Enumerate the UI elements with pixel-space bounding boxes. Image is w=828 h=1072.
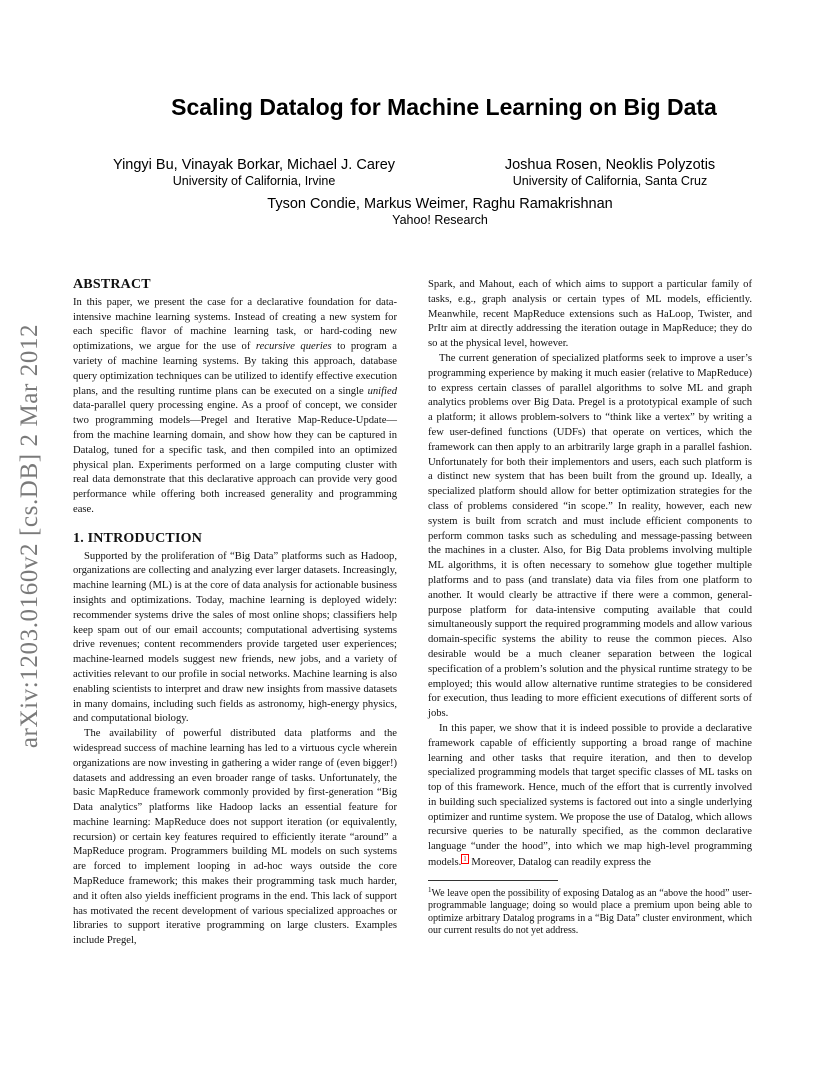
abstract-text: data-parallel query processing engine. As a proof of concept, we consider two programming models—Pregel and Iterative Map-Reduce-Update—from the machine learning domain, and show how they can be captured in Datalog, tuned for a specific task, and then compiled into an optimized physical plan. Experiments performed on a large computing cluster with real data demonstrate that this declarative approach can provide very good performance while offering both increased generality and programming ease.: [73, 400, 397, 515]
author-names: Joshua Rosen, Neoklis Polyzotis: [504, 157, 716, 173]
intro-text: In this paper, we show that it is indeed possible to provide a declarative framework capable of efficiently supporting a broad range of machine learning and other tasks that require iteration, and then to develop specialized programming models that target specific classes of ML tasks on top of this framework. Hence, much of the effort that is currently involved in building such specialized systems is factored out into a single underlying optimizer and runtime system. We propose the use of Datalog, which allows recursive queries to be naturally specified, as the common declarative language “under the hood”, into which we map high-level programming models.: [428, 722, 752, 869]
abstract-paragraph: [73, 296, 397, 518]
footnote-number: 1: [428, 885, 432, 894]
author-names: Yingyi Bu, Vinayak Borkar, Michael J. Carey: [112, 157, 396, 173]
right-column: [428, 278, 752, 938]
intro-paragraph-4: [428, 722, 752, 871]
abstract-text: to program a variety of machine learning systems. By taking this approach, database query optimization techniques can be utilized to identify effective execution plans, and the resulting runtime plans can be executed on a single: [73, 341, 397, 397]
arxiv-identifier: arXiv:1203.0160v2 [cs.DB] 2 Mar 2012: [16, 323, 44, 749]
author-group-3: [160, 195, 720, 228]
author-institution: Yahoo! Research: [392, 213, 488, 227]
intro-paragraph-1: Supported by the proliferation of “Big Data” platforms such as Hadoop, organizations are collecting and analyzing ever larger datasets. Increasingly, machine learning (ML) is at the core of data analysis for actionable business insights and optimizations. Today, machine learning is deployed widely: recommender systems drive the sales of most online shops; classifiers help keep spam out of our email accounts; computational advertising systems drive revenues; content recommenders provide targeted user experiences; machine-learned models suggest new friends, new jobs, and a variety of activities relevant to our profile in social networks. Machine learning is also enabling scientists to interpret and draw new insights from massive datasets in many domains, including such fields as astronomy, high-energy physics, and computational biology.: [73, 550, 397, 725]
abstract-emphasis: recursive queries: [255, 341, 332, 353]
abstract-heading: ABSTRACT: [73, 277, 151, 292]
author-institution: University of California, Irvine: [172, 174, 336, 188]
abstract-text: In this paper, we present the case for a declarative foundation for data-intensive machine learning systems. Instead of creating a new system for each specific flavor of machine learning task, or hard-coding new optimizations, we argue for the use of: [73, 296, 397, 353]
introduction-heading: 1. INTRODUCTION: [73, 530, 203, 546]
paper-title: Scaling Datalog for Machine Learning on Big Data: [171, 94, 717, 120]
author-group-2: [440, 156, 780, 189]
footnote-divider: [428, 880, 558, 881]
footnote-reference-link[interactable]: 1: [463, 855, 467, 864]
intro-paragraph-3: The current generation of specialized platforms seek to improve a user’s programming experience by making it much easier (relative to MapReduce) to express certain classes of parallel algorithms to solve ML and graph analytics problems over Big Data. Pregel is a prototypical example of such a platform; it allows problem-solvers to “think like a vertex” by writing a few user-defined functions (UDFs) that operate on vertices, which the framework can then apply to an arbitrarily large graph in a parallel fashion. Unfortunately for both their implementors and users, each such platform is a distinct new system that has been built from the ground up. Ideally, a specialized platform should allow for better optimization strategies for the class of problems considered “in scope.” In reality, however, each new system is built from scratch and must include efficient components to perform common tasks such as scheduling and message-passing between the machines in a cluster. Also, for Big Data problems involving multiple ML algorithms, it is often necessary to somehow glue together multiple platforms and to pass (and translate) data via files from one platform to another. It would clearly be attractive if there were a common, general-purpose platform for data-intensive computing available that could simultaneously support the required programming models and allow various domain-specific systems the ability to reuse the common pieces. Also desirable would be a much cleaner separation between the logical specification of a problem’s solution and the physical runtime strategy to be employed; this would allow alternative runtime strategies to be considered for execution, thus leading to more efficient executions of different sorts of jobs.: [428, 352, 752, 720]
left-column: [73, 278, 397, 949]
intro-paragraph-2-continued: Spark, and Mahout, each of which aims to support a particular family of tasks, e.g., graph analysis or certain types of ML models, efficiently. Meanwhile, recent MapReduce extensions such as HaLoop, Twister, and PrItr aim at directly addressing the iteration outage in MapReduce; they do so at the physical level, however.: [428, 279, 752, 350]
intro-text: Moreover, Datalog can readily express the: [468, 857, 652, 869]
author-group-1: [84, 156, 424, 189]
intro-paragraph-2: The availability of powerful distributed data platforms and the widespread success of machine learning has led to a virtuous cycle wherein organizations are now investing in gathering a wider range of (even bigger!) datasets and addressing an even broader range of tasks. Unfortunately, the basic MapReduce framework commonly provided by first-generation “Big Data analytics” platforms like Hadoop lacks an essential feature for machine learning: MapReduce does not support iteration (or equivalently, recursion) or certain key features required to efficiently iterate “around” a MapReduce program. Programmers building ML models on such systems are forced to implement looping in ad-hoc ways outside the core MapReduce framework; this makes their programming task much harder, and it often also yields inefficient programs in the end. This lack of support has motivated the recent development of various specialized approaches or libraries to support iterative programming on large clusters. Examples include Pregel,: [73, 728, 397, 947]
author-institution: University of California, Santa Cruz: [512, 174, 708, 188]
author-names: Tyson Condie, Markus Weimer, Raghu Ramakrishnan: [267, 196, 613, 212]
footnote-text: We leave open the possibility of exposing Datalog as an “above the hood” user-programmable language; doing so would place a premium upon being able to optimize arbitrary Datalog programs in a “Big Data” cluster environment, which our current results do not yet address.: [428, 887, 752, 937]
footnote: [428, 884, 752, 938]
abstract-emphasis: unified: [367, 385, 397, 397]
arxiv-sidebar: [0, 0, 60, 1072]
